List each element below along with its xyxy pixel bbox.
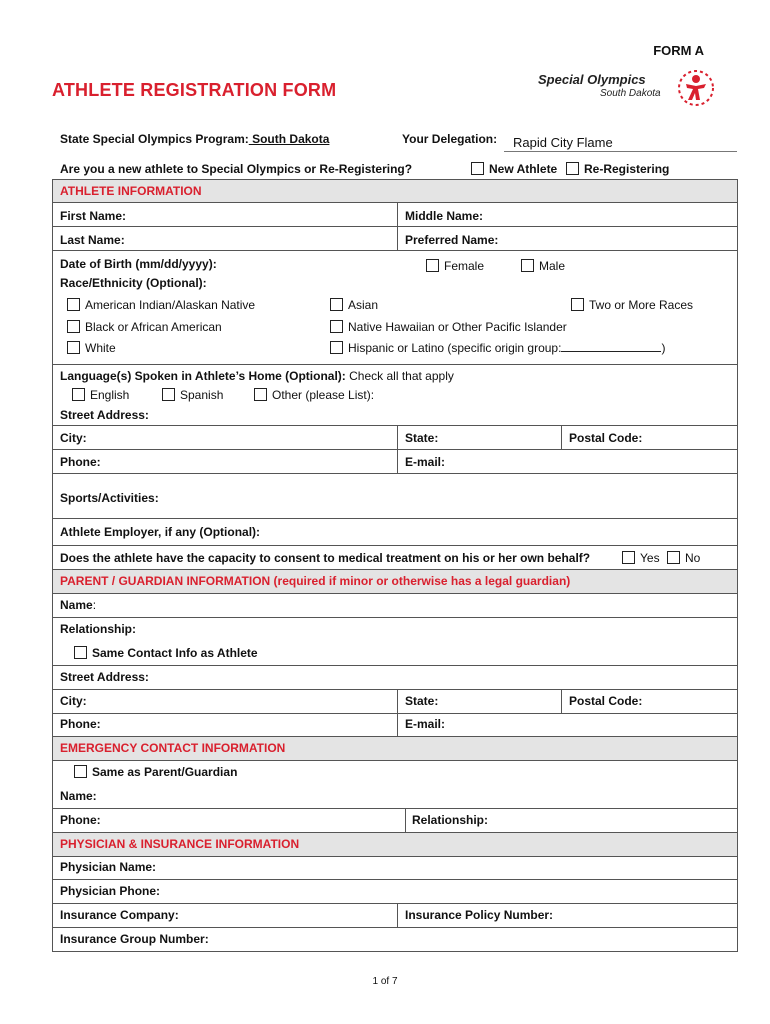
same-contact-option[interactable]: Same Contact Info as Athlete xyxy=(74,646,258,660)
race-label: Race/Ethnicity (Optional): xyxy=(60,276,207,290)
race-hispanic[interactable]: Hispanic or Latino (specific origin group: ) xyxy=(330,341,665,355)
delegation-row xyxy=(402,132,497,146)
race-asian-checkbox[interactable] xyxy=(330,298,343,311)
middle-name-label: Middle Name: xyxy=(405,209,484,223)
employer-label: Athlete Employer, if any (Optional): xyxy=(60,525,261,539)
hispanic-origin-field[interactable] xyxy=(561,341,661,352)
sports-label: Sports/Activities: xyxy=(60,491,159,505)
program-row xyxy=(60,132,329,146)
delegation-field[interactable]: Rapid City Flame xyxy=(513,135,613,150)
guardian-relationship-label: Relationship: xyxy=(60,622,137,636)
logo-line1: Special Olympics xyxy=(538,72,646,87)
race-white-checkbox[interactable] xyxy=(67,341,80,354)
physician-phone-label: Physician Phone: xyxy=(60,884,161,898)
race-hawaiian[interactable]: Native Hawaiian or Other Pacific Islander xyxy=(330,320,567,334)
insurance-group-label: Insurance Group Number: xyxy=(60,932,209,946)
consent-no[interactable]: No xyxy=(667,551,700,565)
emergency-name-label: Name: xyxy=(60,789,97,803)
insurance-policy-label: Insurance Policy Number: xyxy=(405,908,554,922)
lang-english[interactable]: English xyxy=(72,388,129,402)
lang-other-checkbox[interactable] xyxy=(254,388,267,401)
physician-name-label: Physician Name: xyxy=(60,860,157,874)
postal-code-label: Postal Code: xyxy=(569,431,643,445)
special-olympics-logo-icon xyxy=(674,66,718,110)
new-athlete-checkbox[interactable] xyxy=(471,162,484,175)
female-option[interactable]: Female xyxy=(426,259,484,273)
emergency-section-heading: EMERGENCY CONTACT INFORMATION xyxy=(60,741,286,755)
race-hawaiian-checkbox[interactable] xyxy=(330,320,343,333)
page-number: 1 of 7 xyxy=(372,976,398,987)
consent-yes-checkbox[interactable] xyxy=(622,551,635,564)
race-black[interactable]: Black or African American xyxy=(67,320,222,334)
new-athlete-option[interactable]: New Athlete xyxy=(471,162,557,176)
logo-line2: South Dakota xyxy=(600,88,661,99)
male-checkbox[interactable] xyxy=(521,259,534,272)
city-label: City: xyxy=(60,431,87,445)
program-value[interactable]: South Dakota xyxy=(248,132,330,146)
phone-label: Phone: xyxy=(60,455,101,469)
state-label: State: xyxy=(405,431,439,445)
same-as-parent-option[interactable]: Same as Parent/Guardian xyxy=(74,765,237,779)
same-as-parent-checkbox[interactable] xyxy=(74,765,87,778)
athlete-section-heading: ATHLETE INFORMATION xyxy=(60,184,202,198)
lang-spanish[interactable]: Spanish xyxy=(162,388,223,402)
same-contact-checkbox[interactable] xyxy=(74,646,87,659)
dob-label: Date of Birth (mm/dd/yyyy): xyxy=(60,257,217,271)
street-address-label: Street Address: xyxy=(60,408,149,422)
lang-spanish-checkbox[interactable] xyxy=(162,388,175,401)
guardian-email-label: E-mail: xyxy=(405,717,446,731)
guardian-street-label: Street Address: xyxy=(60,670,149,684)
preferred-name-label: Preferred Name: xyxy=(405,233,499,247)
guardian-name-label: Name: xyxy=(60,598,97,612)
female-checkbox[interactable] xyxy=(426,259,439,272)
emergency-relationship-label: Relationship: xyxy=(412,813,489,827)
emergency-phone-label: Phone: xyxy=(60,813,101,827)
race-two-or-more[interactable]: Two or More Races xyxy=(571,298,693,312)
race-hispanic-checkbox[interactable] xyxy=(330,341,343,354)
logo xyxy=(538,68,718,110)
new-athlete-question: Are you a new athlete to Special Olympics or Re-Registering? xyxy=(60,162,413,176)
language-row: Language(s) Spoken in Athlete’s Home (Optional): Check all that apply xyxy=(60,369,454,383)
consent-row: Does the athlete have the capacity to consent to medical treatment on his or her own behalf? xyxy=(60,551,591,565)
page-title: ATHLETE REGISTRATION FORM xyxy=(52,80,337,100)
re-registering-option[interactable]: Re-Registering xyxy=(566,162,669,176)
race-american-indian[interactable]: American Indian/Alaskan Native xyxy=(67,298,255,312)
race-black-checkbox[interactable] xyxy=(67,320,80,333)
race-two-or-more-checkbox[interactable] xyxy=(571,298,584,311)
guardian-phone-label: Phone: xyxy=(60,717,101,731)
race-asian[interactable]: Asian xyxy=(330,298,378,312)
email-label: E-mail: xyxy=(405,455,446,469)
consent-no-checkbox[interactable] xyxy=(667,551,680,564)
consent-yes[interactable]: Yes xyxy=(622,551,660,565)
form-label: FORM A xyxy=(653,43,704,58)
lang-other[interactable]: Other (please List): xyxy=(254,388,374,402)
program-label: State Special Olympics Program: xyxy=(60,132,249,146)
delegation-label: Your Delegation: xyxy=(402,132,498,146)
physician-section-heading: PHYSICIAN & INSURANCE INFORMATION xyxy=(60,837,300,851)
lang-english-checkbox[interactable] xyxy=(72,388,85,401)
last-name-label: Last Name: xyxy=(60,233,125,247)
guardian-city-label: City: xyxy=(60,694,87,708)
guardian-postal-label: Postal Code: xyxy=(569,694,643,708)
race-white[interactable]: White xyxy=(67,341,116,355)
first-name-label: First Name: xyxy=(60,209,127,223)
re-registering-checkbox[interactable] xyxy=(566,162,579,175)
guardian-section-heading: PARENT / GUARDIAN INFORMATION (required if minor or otherwise has a legal guardian) xyxy=(60,574,571,588)
race-american-indian-checkbox[interactable] xyxy=(67,298,80,311)
insurance-company-label: Insurance Company: xyxy=(60,908,179,922)
male-option[interactable]: Male xyxy=(521,259,565,273)
guardian-state-label: State: xyxy=(405,694,439,708)
